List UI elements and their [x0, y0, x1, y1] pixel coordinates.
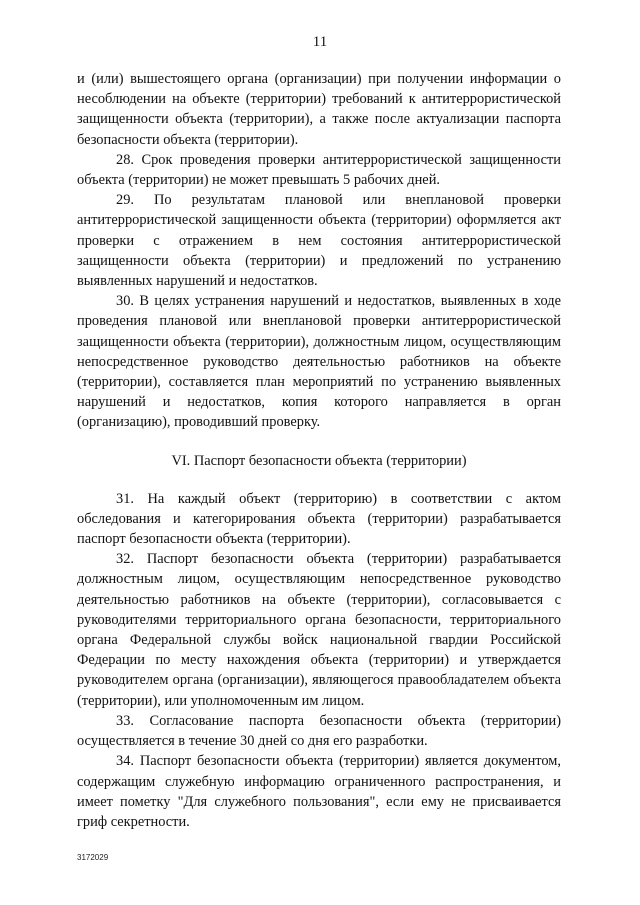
paragraph-29: 29. По результатам плановой или внеплановой проверки антитеррористической защищенности объекта (территории) оформляется акт проверки с отражением в нем состояния антитеррористической защищенности объекта (территории) и предложений по устранению выявленных нарушений и недостатков.	[77, 192, 561, 290]
paragraph-33: 33. Согласование паспорта безопасности объекта (территории) осуществляется в течение 30 дней со дня его разработки.	[77, 712, 561, 750]
section-heading: VI. Паспорт безопасности объекта (территории)	[171, 452, 467, 469]
paragraph-31: 31. На каждый объект (территорию) в соответствии с актом обследования и категорирования объекта (территории) разрабатывается паспорт безопасности объекта (территории).	[77, 490, 561, 548]
page-number: 11	[312, 34, 328, 50]
document-code: 3172029	[77, 853, 109, 862]
paragraph-28: 28. Срок проведения проверки антитеррористической защищенности объекта (территории) не может превышать 5 рабочих дней.	[77, 151, 561, 189]
paragraph-32: 32. Паспорт безопасности объекта (территории) разрабатывается должностным лицом, осуществляющим непосредственное руководство деятельностью работников на объекте (территории), согласовывается с руководителями территориального органа безопасности, территориального органа Федеральной службы войск национальной гвардии Российской Федерации по месту нахождения объекта (территории) и утверждается руководителем органа (организации), являющегося правообладателем объекта (территории), или уполномоченным им лицом.	[77, 551, 561, 709]
paragraph-30: 30. В целях устранения нарушений и недостатков, выявленных в ходе проведения плановой или внеплановой проверки антитеррористической защищенности объекта (территории), должностным лицом, осуществляющим непосредственное руководство деятельностью работников на объекте (территории), составляется план мероприятий по устранению выявленных нарушений и недостатков, копия которого направляется в орган (организацию), проводивший проверку.	[77, 293, 561, 431]
paragraph-34: 34. Паспорт безопасности объекта (территории) является документом, содержащим служебную информацию ограниченного распространения, и имеет пометку "Для служебного пользования", если ему не присваивается гриф секретности.	[77, 753, 561, 830]
document-body	[77, 69, 561, 832]
paragraph-continuation: и (или) вышестоящего органа (организации) при получении информации о несоблюдении на объекте (территории) требований к антитеррористической защищенности объекта (территории), а также после актуализации паспорта безопасности объекта (территории).	[77, 71, 561, 148]
